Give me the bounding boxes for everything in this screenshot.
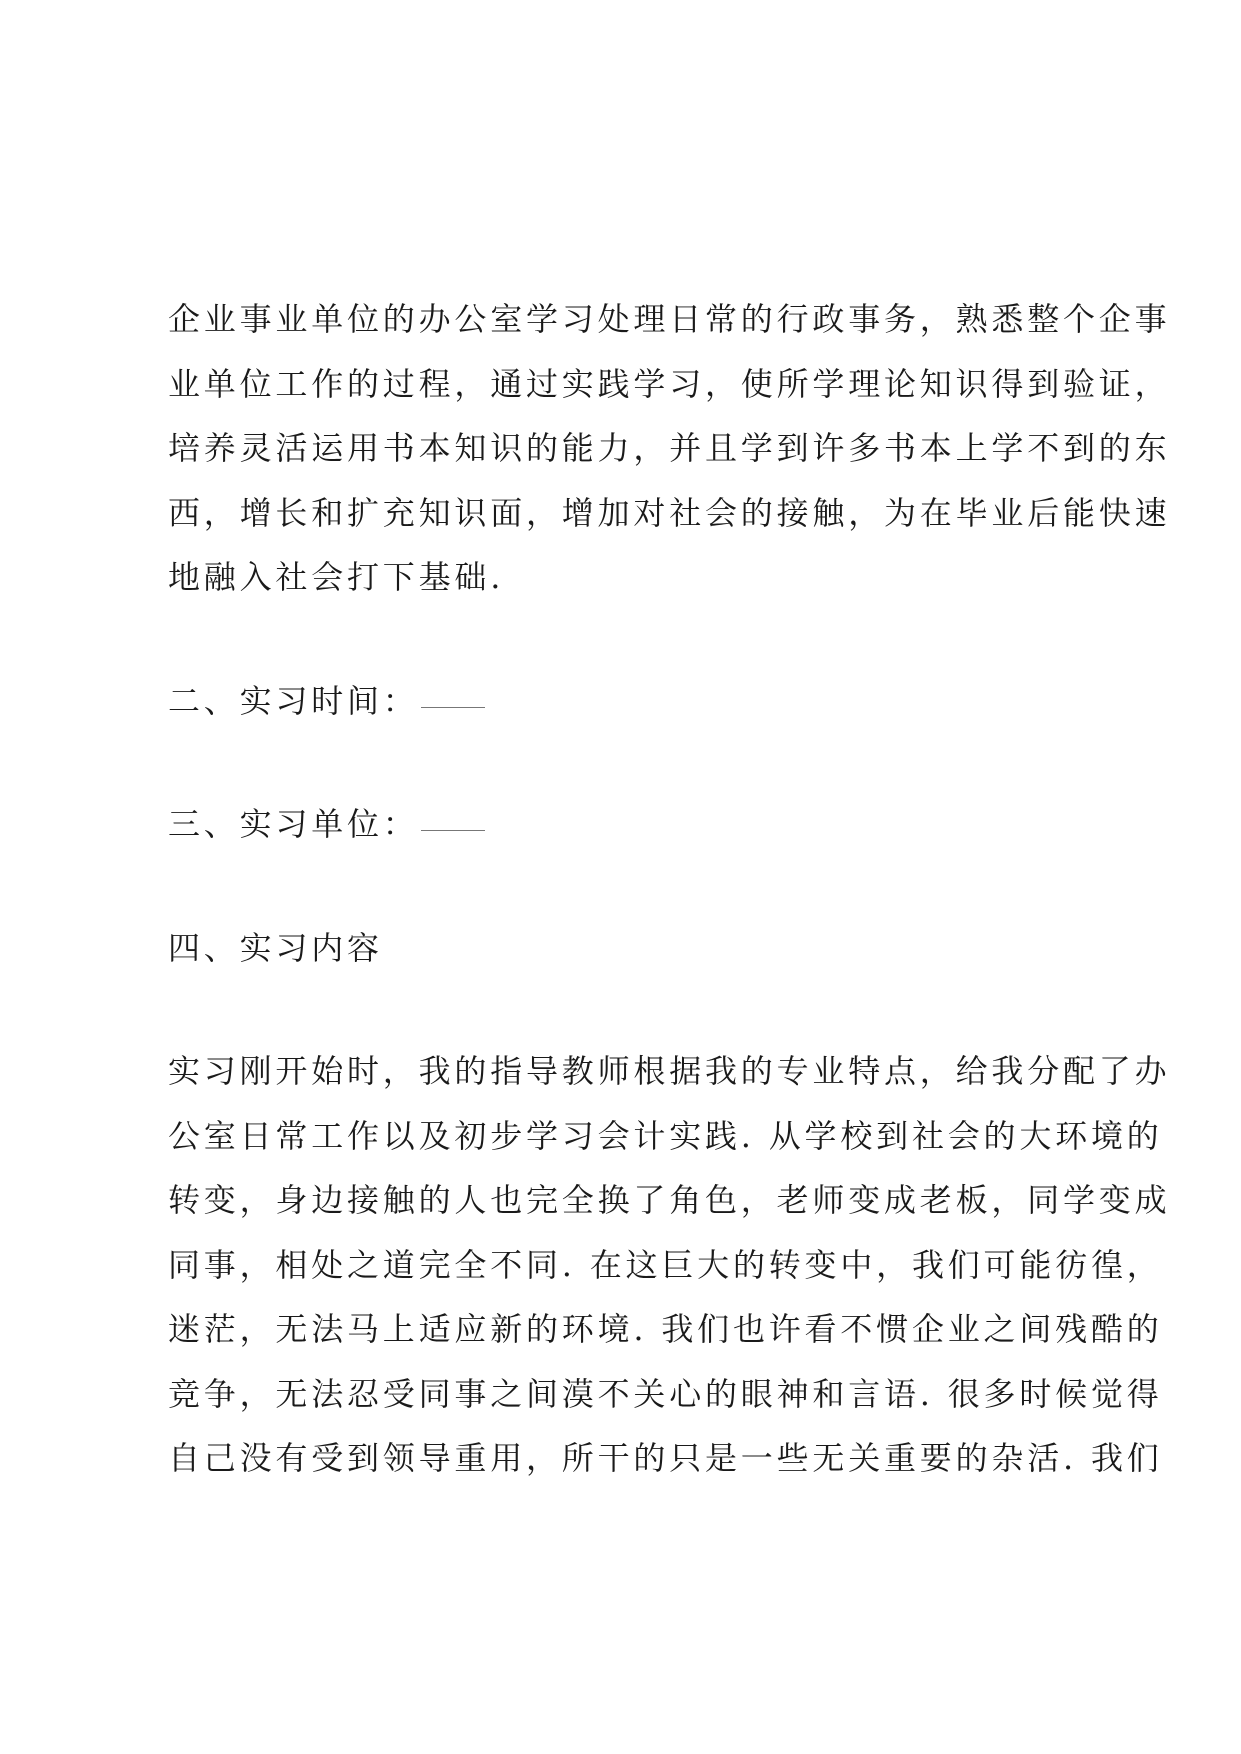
section-label: 三、实习单位： bbox=[168, 805, 419, 843]
text-line: 实习刚开始时，我的指导教师根据我的专业特点，给我分配了办 bbox=[168, 1052, 1171, 1090]
spacer bbox=[168, 610, 1088, 669]
fill-in-blank bbox=[421, 829, 485, 831]
section-label: 二、实习时间： bbox=[168, 681, 419, 720]
text-line: 自己没有受到领导重用，所干的只是一些无关重要的杂活. 我们 bbox=[168, 1439, 1163, 1477]
text-line: 培养灵活运用书本知识的能力，并且学到许多书本上学不到的东 bbox=[168, 429, 1171, 467]
text-line: 公室日常工作以及初步学习会计实践. 从学校到社会的大环境的 bbox=[168, 1116, 1163, 1155]
spacer bbox=[168, 857, 1088, 916]
text-line: 同事，相处之道完全不同. 在这巨大的转变中，我们可能彷徨， bbox=[168, 1245, 1163, 1284]
text-line: 竞争，无法忍受同事之间漠不关心的眼神和言语. 很多时候觉得 bbox=[168, 1374, 1163, 1413]
paragraph-purpose bbox=[168, 287, 1171, 610]
fill-in-blank bbox=[421, 706, 485, 708]
spacer bbox=[168, 733, 1088, 792]
text-line: 企业事业单位的办公室学习处理日常的行政事务，熟悉整个企事 bbox=[168, 300, 1171, 338]
text-line: 西，增长和扩充知识面，增加对社会的接触，为在毕业后能快速 bbox=[168, 493, 1171, 532]
section-heading-internship-time bbox=[168, 669, 1088, 734]
section-heading-internship-content bbox=[168, 916, 1088, 981]
text-line: 业单位工作的过程，通过实践学习，使所学理论知识得到验证， bbox=[168, 364, 1171, 403]
paragraph-content bbox=[168, 1039, 1171, 1491]
section-label: 四、实习内容 bbox=[168, 928, 383, 967]
text-line: 转变，身边接触的人也完全换了角色，老师变成老板，同学变成 bbox=[168, 1181, 1171, 1219]
text-line: 迷茫，无法马上适应新的环境. 我们也许看不惯企业之间残酷的 bbox=[168, 1310, 1163, 1348]
text-line: 地融入社会打下基础. bbox=[168, 558, 505, 596]
section-heading-internship-unit bbox=[168, 792, 1088, 857]
spacer bbox=[168, 980, 1088, 1039]
document-body bbox=[168, 287, 1171, 1491]
